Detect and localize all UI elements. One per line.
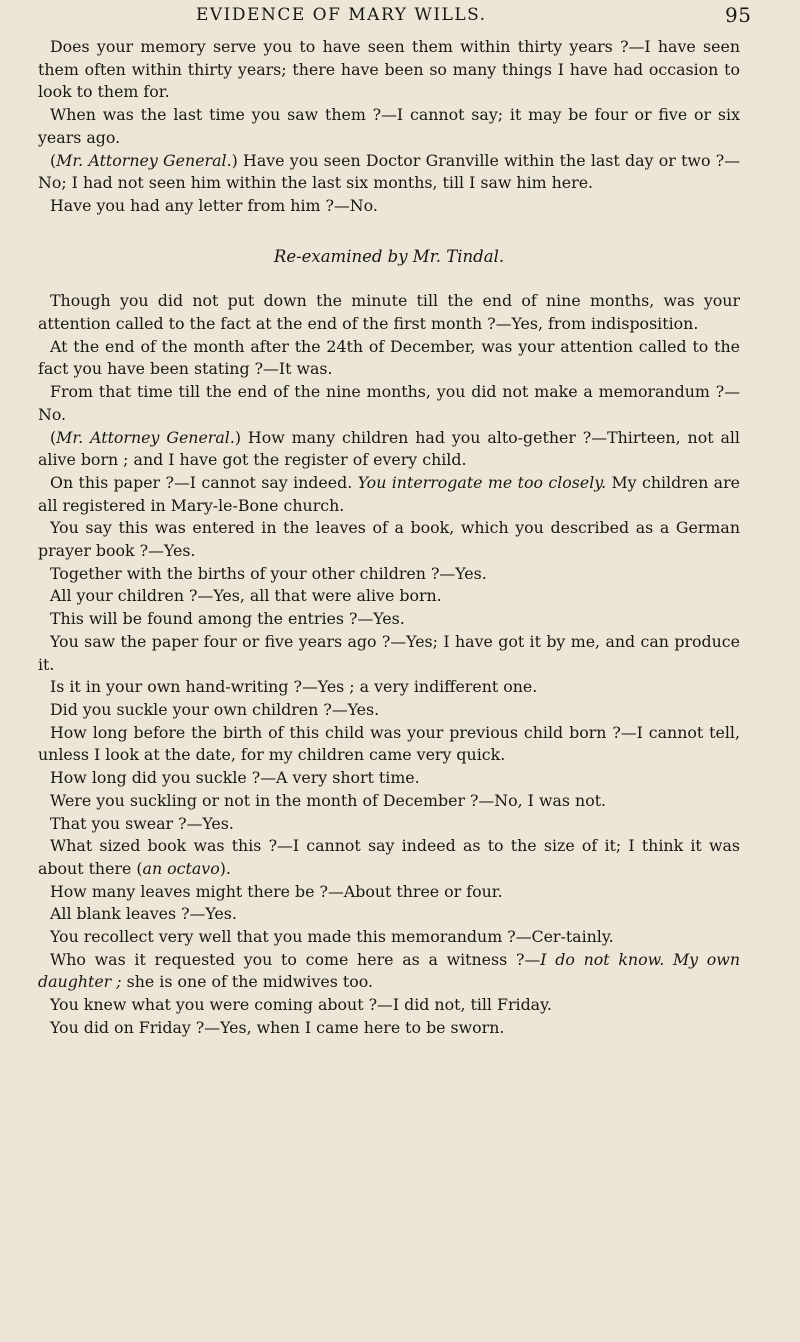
- testimony-paragraph: From that time till the end of the nine months, you did not make a memorandum ?—No.: [38, 382, 740, 424]
- testimony-paragraph: Though you did not put down the minute till the end of nine months, was your attention called to the fact at the end of the first month ?—Yes, from indisposition.: [38, 291, 740, 334]
- testimony-paragraph: How many leaves might there be ?—About three or four.: [50, 881, 503, 901]
- testimony-paragraph: (Mr. Attorney General.) Have you seen Doctor Granville within the last day or two ?—No; I had not seen him within the last six months, till I saw him here.: [38, 150, 740, 193]
- section-heading: Re-examined by Mr. Tindal.: [273, 246, 505, 266]
- testimony-paragraph: You recollect very well that you made this memorandum ?—Cer-tainly.: [50, 927, 614, 947]
- testimony-paragraph: Were you suckling or not in the month of December ?—No, I was not.: [50, 790, 607, 810]
- running-title: EVIDENCE OF MARY WILLS.: [196, 5, 487, 25]
- testimony-paragraph: (Mr. Attorney General.) How many children had you alto-gether ?—Thirteen, not all alive born ; and I have got the register of every child.: [38, 427, 740, 470]
- testimony-paragraph: You saw the paper four or five years ago ?—Yes; I have got it by me, and can produce it.: [38, 631, 740, 674]
- testimony-paragraph: Who was it requested you to come here as a witness ?—I do not know. My own daughter ; she is one of the midwives too.: [38, 949, 741, 992]
- testimony-paragraph: When was the last time you saw them ?—I cannot say; it may be four or five or six years ago.: [38, 105, 740, 147]
- testimony-paragraph: This will be found among the entries ?—Yes.: [50, 609, 405, 629]
- testimony-paragraph: At the end of the month after the 24th of December, was your attention called to the fact you have been stating ?—It was.: [38, 336, 740, 379]
- testimony-paragraph: Does your memory serve you to have seen them within thirty years ?—I have seen them often within thirty years; there have been so many things I have had occasion to look to them for.: [38, 37, 740, 102]
- testimony-paragraph: You knew what you were coming about ?—I did not, till Friday.: [50, 995, 552, 1015]
- testimony-paragraph: Together with the births of your other children ?—Yes.: [50, 563, 487, 583]
- testimony-paragraph: How long did you suckle ?—A very short time.: [50, 768, 420, 788]
- testimony-paragraph: You say this was entered in the leaves of a book, which you described as a German prayer book ?—Yes.: [38, 518, 740, 561]
- page-number: 95: [725, 3, 752, 27]
- testimony-body: [38, 36, 740, 1040]
- testimony-paragraph: What sized book was this ?—I cannot say indeed as to the size of it; I think it was about there (an octavo).: [38, 836, 740, 878]
- testimony-paragraph: You did on Friday ?—Yes, when I came here to be sworn.: [50, 1017, 505, 1037]
- testimony-paragraph: On this paper ?—I cannot say indeed. You interrogate me too closely. My children are all registered in Mary-le-Bone church.: [38, 472, 740, 515]
- testimony-paragraph: All blank leaves ?—Yes.: [50, 904, 237, 924]
- running-head: [0, 0, 800, 32]
- testimony-paragraph: How long before the birth of this child was your previous child born ?—I cannot tell, unless I look at the date, for my children came very quick.: [38, 722, 740, 765]
- testimony-paragraph: Did you suckle your own children ?—Yes.: [50, 699, 380, 719]
- testimony-paragraph: Is it in your own hand-writing ?—Yes ; a very indifferent one.: [50, 677, 538, 697]
- testimony-paragraph: That you swear ?—Yes.: [50, 813, 234, 833]
- testimony-paragraph: All your children ?—Yes, all that were alive born.: [50, 586, 442, 606]
- testimony-paragraph: Have you had any letter from him ?—No.: [50, 195, 378, 215]
